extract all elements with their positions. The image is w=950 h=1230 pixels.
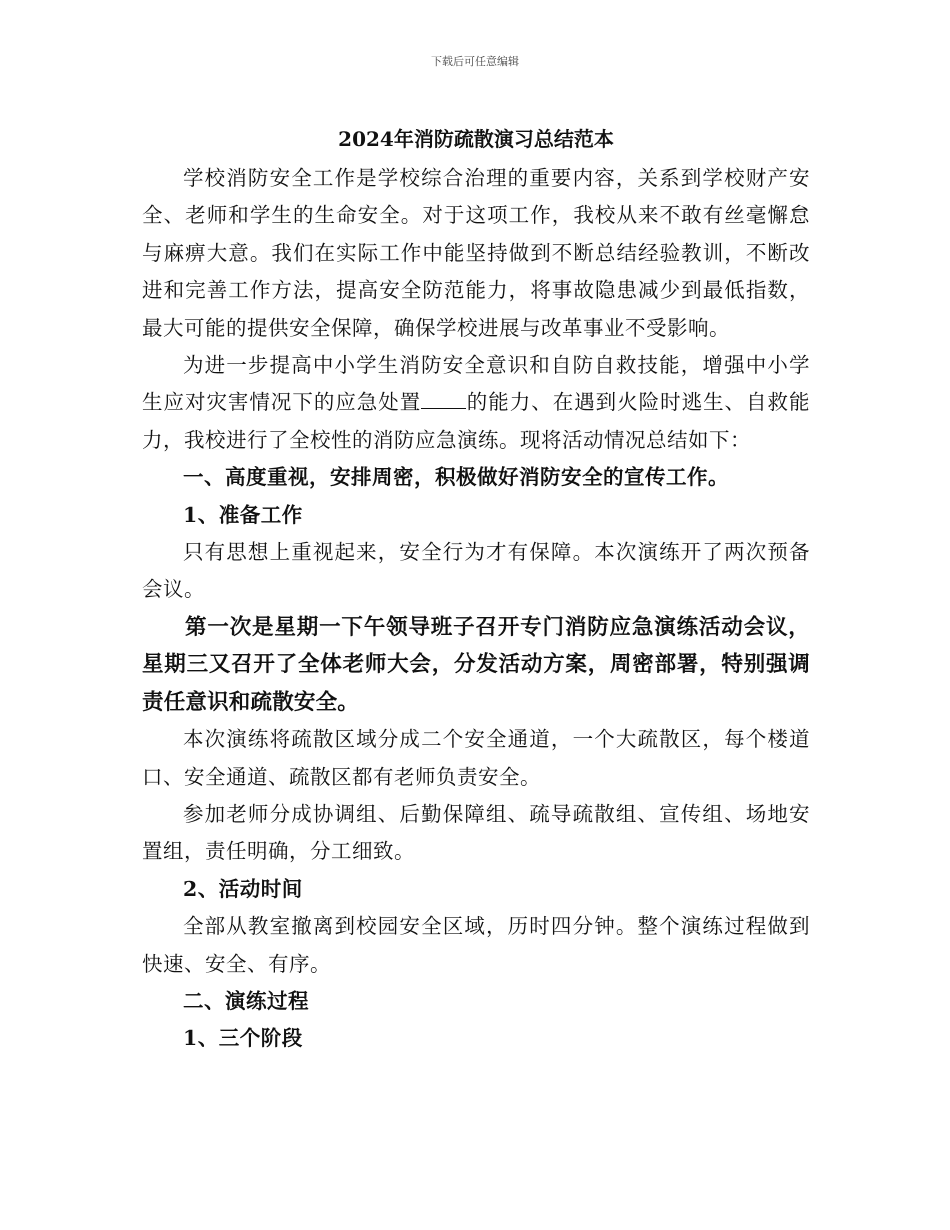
- subheading-activity-time: 2、活动时间: [183, 876, 303, 901]
- subheading-three-stages: 1、三个阶段: [183, 1026, 303, 1051]
- paragraph-purpose-before: 为进一步提高中小学生消防安全意识和自防自救技能，增强中小学生应对灾害情况下的应急处置: [142, 353, 810, 415]
- header-note: 下载后可任意编辑: [431, 55, 519, 68]
- document-title: 2024年消防疏散演习总结范本: [338, 127, 614, 151]
- fill-blank: [421, 390, 466, 409]
- paragraph-preparation: 只有思想上重视起来，安全行为才有保障。本次演练开了两次预备会议。: [142, 540, 810, 602]
- paragraph-teacher-groups: 参加老师分成协调组、后勤保障组、疏导疏散组、宣传组、场地安置组，责任明确，分工细致。: [142, 801, 810, 864]
- paragraph-activity-time: 全部从教室撤离到校园安全区域，历时四分钟。整个演练过程做到快速、安全、有序。: [142, 914, 810, 976]
- section-heading-1: 一、高度重视，安排周密，积极做好消防安全的宣传工作。: [183, 465, 729, 490]
- paragraph-meetings: 第一次是星期一下午领导班子召开专门消防应急演练活动会议，星期三又召开了全体老师大会，分发活动方案，周密部署，特别强调责任意识和疏散安全。: [142, 614, 810, 715]
- paragraph-intro: 学校消防安全工作是学校综合治理的重要内容，关系到学校财产安全、老师和学生的生命安全。对于这项工作，我校从来不敢有丝毫懈怠与麻痹大意。我们在实际工作中能坚持做到不断总结经验教训，不断改进和完善工作方法，提高安全防范能力，将事故隐患减少到最低指数，最大可能的提供安全保障，确保学校进展与改革事业不受影响。: [142, 166, 810, 340]
- section-heading-2: 二、演练过程: [183, 988, 309, 1013]
- paragraph-purpose: [142, 347, 810, 459]
- paragraph-evacuation-areas: 本次演练将疏散区域分成二个安全通道，一个大疏散区，每个楼道口、安全通道、疏散区都有老师负责安全。: [142, 727, 810, 789]
- document-body: [142, 122, 810, 1058]
- subheading-preparation: 1、准备工作: [183, 502, 303, 527]
- paragraph-purpose-after: 的能力、在遇到火险时逃生、自救能力，我校进行了全校性的消防应急演练。现将活动情况总结如下：: [142, 390, 810, 452]
